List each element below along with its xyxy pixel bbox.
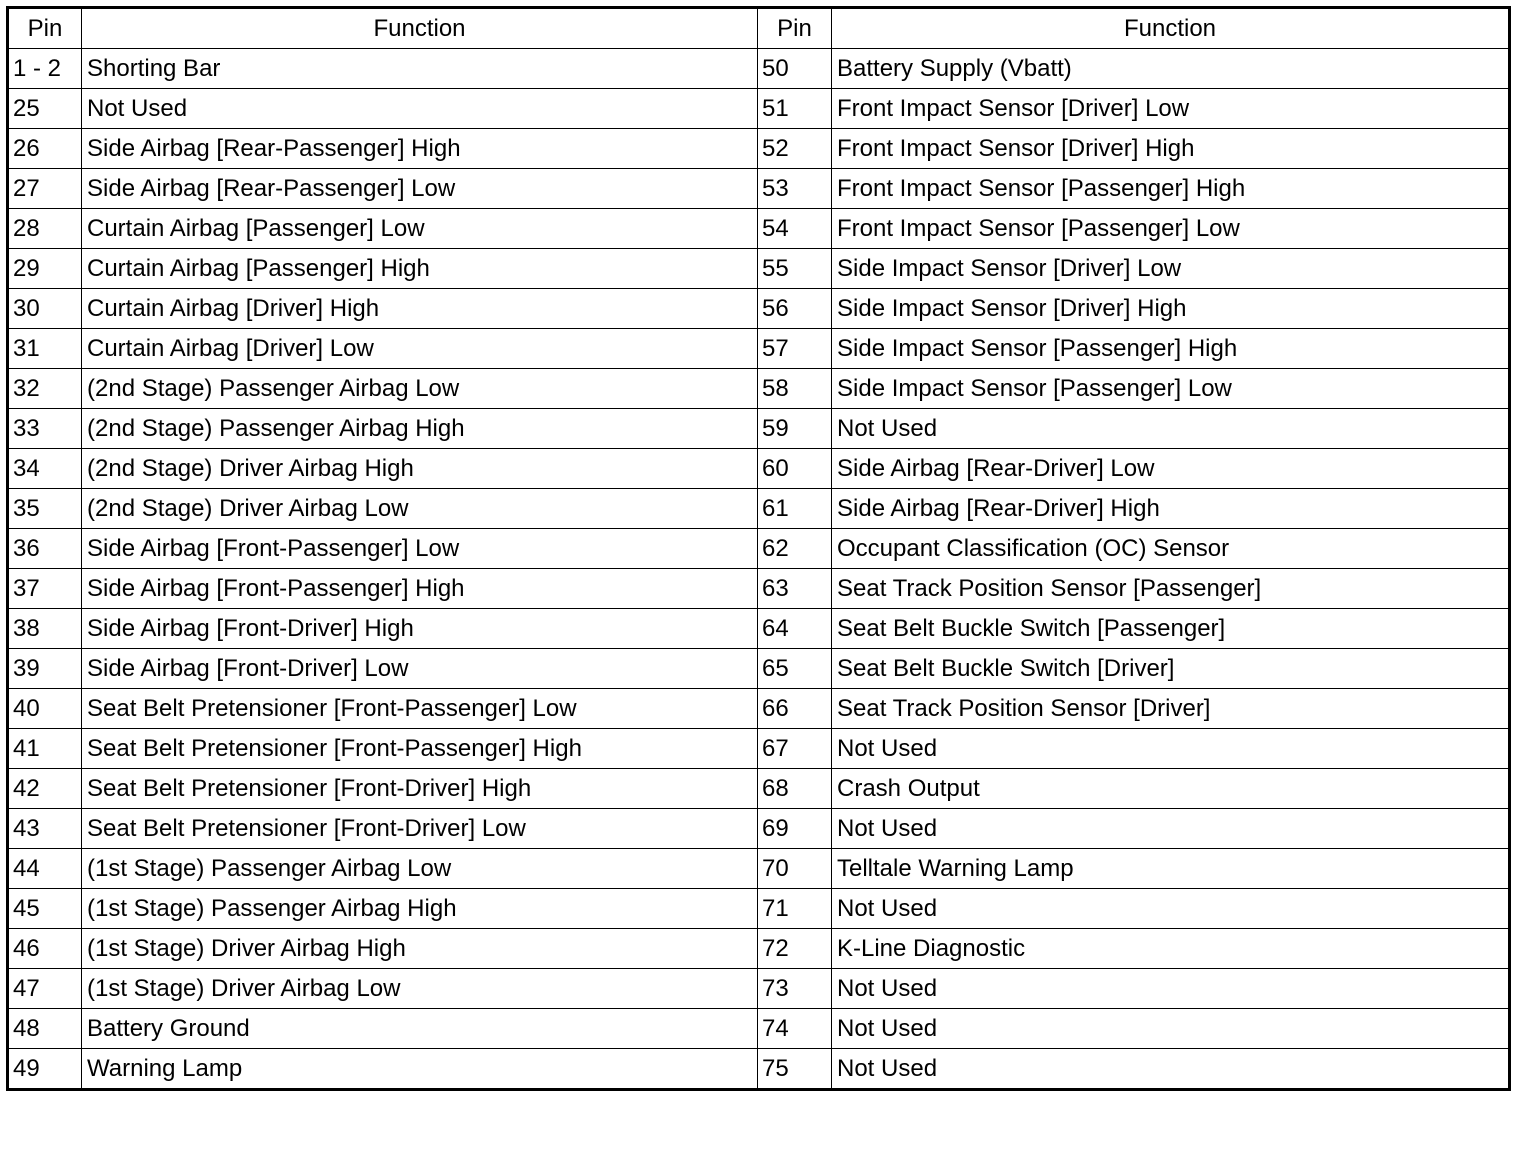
function-right-cell: Side Impact Sensor [Passenger] Low bbox=[832, 369, 1510, 409]
function-right-cell: Seat Belt Buckle Switch [Driver] bbox=[832, 649, 1510, 689]
function-right-cell: Battery Supply (Vbatt) bbox=[832, 49, 1510, 89]
pin-right-cell: 66 bbox=[758, 689, 832, 729]
function-right-cell: Telltale Warning Lamp bbox=[832, 849, 1510, 889]
function-left-cell: Shorting Bar bbox=[82, 49, 758, 89]
function-right-cell: Side Airbag [Rear-Driver] Low bbox=[832, 449, 1510, 489]
function-left-cell: Curtain Airbag [Driver] Low bbox=[82, 329, 758, 369]
pin-right-cell: 50 bbox=[758, 49, 832, 89]
function-left-cell: (2nd Stage) Passenger Airbag Low bbox=[82, 369, 758, 409]
function-left-cell: Side Airbag [Front-Passenger] High bbox=[82, 569, 758, 609]
pin-left-cell: 31 bbox=[8, 329, 82, 369]
function-left-cell: (1st Stage) Driver Airbag High bbox=[82, 929, 758, 969]
pin-right-cell: 75 bbox=[758, 1049, 832, 1090]
function-right-cell: Side Impact Sensor [Passenger] High bbox=[832, 329, 1510, 369]
pin-right-cell: 65 bbox=[758, 649, 832, 689]
function-left-cell: Battery Ground bbox=[82, 1009, 758, 1049]
pin-left-cell: 37 bbox=[8, 569, 82, 609]
function-left-cell: Curtain Airbag [Passenger] High bbox=[82, 249, 758, 289]
function-right-cell: Not Used bbox=[832, 1049, 1510, 1090]
table-row bbox=[8, 209, 1510, 249]
pin-left-cell: 35 bbox=[8, 489, 82, 529]
table-row bbox=[8, 849, 1510, 889]
pin-right-cell: 61 bbox=[758, 489, 832, 529]
table-row bbox=[8, 769, 1510, 809]
table-row bbox=[8, 489, 1510, 529]
function-right-cell: Front Impact Sensor [Passenger] High bbox=[832, 169, 1510, 209]
table-row bbox=[8, 649, 1510, 689]
function-left-cell: (1st Stage) Passenger Airbag High bbox=[82, 889, 758, 929]
pin-left-cell: 30 bbox=[8, 289, 82, 329]
function-left-cell: Side Airbag [Rear-Passenger] High bbox=[82, 129, 758, 169]
table-row bbox=[8, 89, 1510, 129]
header-row bbox=[8, 8, 1510, 49]
function-right-cell: Not Used bbox=[832, 809, 1510, 849]
table-row bbox=[8, 609, 1510, 649]
pin-left-cell: 26 bbox=[8, 129, 82, 169]
pin-left-cell: 1 - 2 bbox=[8, 49, 82, 89]
header-pin-right: Pin bbox=[758, 8, 832, 49]
function-left-cell: (2nd Stage) Driver Airbag High bbox=[82, 449, 758, 489]
table-row bbox=[8, 689, 1510, 729]
table-row bbox=[8, 289, 1510, 329]
pin-left-cell: 27 bbox=[8, 169, 82, 209]
pin-right-cell: 59 bbox=[758, 409, 832, 449]
table-row bbox=[8, 569, 1510, 609]
pin-right-cell: 58 bbox=[758, 369, 832, 409]
function-right-cell: Seat Track Position Sensor [Passenger] bbox=[832, 569, 1510, 609]
function-left-cell: Seat Belt Pretensioner [Front-Driver] High bbox=[82, 769, 758, 809]
function-right-cell: Not Used bbox=[832, 889, 1510, 929]
pin-right-cell: 74 bbox=[758, 1009, 832, 1049]
function-left-cell: (1st Stage) Driver Airbag Low bbox=[82, 969, 758, 1009]
pin-function-table bbox=[6, 6, 1511, 1091]
function-right-cell: Side Impact Sensor [Driver] High bbox=[832, 289, 1510, 329]
pin-left-cell: 28 bbox=[8, 209, 82, 249]
pin-left-cell: 32 bbox=[8, 369, 82, 409]
function-left-cell: Seat Belt Pretensioner [Front-Passenger] High bbox=[82, 729, 758, 769]
pin-right-cell: 55 bbox=[758, 249, 832, 289]
pin-left-cell: 44 bbox=[8, 849, 82, 889]
pin-right-cell: 67 bbox=[758, 729, 832, 769]
function-left-cell: Side Airbag [Front-Driver] High bbox=[82, 609, 758, 649]
pin-right-cell: 68 bbox=[758, 769, 832, 809]
pin-right-cell: 63 bbox=[758, 569, 832, 609]
pin-right-cell: 51 bbox=[758, 89, 832, 129]
function-left-cell: (2nd Stage) Passenger Airbag High bbox=[82, 409, 758, 449]
function-right-cell: Seat Track Position Sensor [Driver] bbox=[832, 689, 1510, 729]
table-row bbox=[8, 809, 1510, 849]
table-row bbox=[8, 249, 1510, 289]
function-left-cell: Curtain Airbag [Passenger] Low bbox=[82, 209, 758, 249]
table-row bbox=[8, 169, 1510, 209]
pin-left-cell: 34 bbox=[8, 449, 82, 489]
table-row bbox=[8, 369, 1510, 409]
function-right-cell: Not Used bbox=[832, 969, 1510, 1009]
function-right-cell: Crash Output bbox=[832, 769, 1510, 809]
pin-left-cell: 47 bbox=[8, 969, 82, 1009]
pin-right-cell: 54 bbox=[758, 209, 832, 249]
function-left-cell: Curtain Airbag [Driver] High bbox=[82, 289, 758, 329]
function-left-cell: (2nd Stage) Driver Airbag Low bbox=[82, 489, 758, 529]
pin-left-cell: 45 bbox=[8, 889, 82, 929]
pin-left-cell: 38 bbox=[8, 609, 82, 649]
pin-left-cell: 49 bbox=[8, 1049, 82, 1090]
pin-right-cell: 72 bbox=[758, 929, 832, 969]
function-right-cell: Front Impact Sensor [Passenger] Low bbox=[832, 209, 1510, 249]
pin-right-cell: 71 bbox=[758, 889, 832, 929]
pin-right-cell: 56 bbox=[758, 289, 832, 329]
function-left-cell: Seat Belt Pretensioner [Front-Driver] Low bbox=[82, 809, 758, 849]
function-right-cell: Occupant Classification (OC) Sensor bbox=[832, 529, 1510, 569]
function-right-cell: Not Used bbox=[832, 409, 1510, 449]
function-left-cell: Seat Belt Pretensioner [Front-Passenger] Low bbox=[82, 689, 758, 729]
function-right-cell: K-Line Diagnostic bbox=[832, 929, 1510, 969]
pin-left-cell: 41 bbox=[8, 729, 82, 769]
function-right-cell: Side Airbag [Rear-Driver] High bbox=[832, 489, 1510, 529]
table-row bbox=[8, 969, 1510, 1009]
pin-right-cell: 53 bbox=[758, 169, 832, 209]
function-left-cell: (1st Stage) Passenger Airbag Low bbox=[82, 849, 758, 889]
pin-left-cell: 25 bbox=[8, 89, 82, 129]
pin-left-cell: 39 bbox=[8, 649, 82, 689]
table-row bbox=[8, 409, 1510, 449]
table-row bbox=[8, 529, 1510, 569]
function-left-cell: Side Airbag [Front-Driver] Low bbox=[82, 649, 758, 689]
pin-left-cell: 33 bbox=[8, 409, 82, 449]
pin-right-cell: 73 bbox=[758, 969, 832, 1009]
header-pin-left: Pin bbox=[8, 8, 82, 49]
pin-right-cell: 62 bbox=[758, 529, 832, 569]
pin-left-cell: 48 bbox=[8, 1009, 82, 1049]
table-row bbox=[8, 729, 1510, 769]
function-right-cell: Not Used bbox=[832, 1009, 1510, 1049]
table-row bbox=[8, 49, 1510, 89]
function-right-cell: Front Impact Sensor [Driver] Low bbox=[832, 89, 1510, 129]
pin-right-cell: 69 bbox=[758, 809, 832, 849]
function-right-cell: Seat Belt Buckle Switch [Passenger] bbox=[832, 609, 1510, 649]
function-left-cell: Not Used bbox=[82, 89, 758, 129]
header-function-left: Function bbox=[82, 8, 758, 49]
pin-left-cell: 40 bbox=[8, 689, 82, 729]
pin-right-cell: 52 bbox=[758, 129, 832, 169]
table-row bbox=[8, 1049, 1510, 1090]
function-right-cell: Side Impact Sensor [Driver] Low bbox=[832, 249, 1510, 289]
header-function-right: Function bbox=[832, 8, 1510, 49]
table-row bbox=[8, 889, 1510, 929]
pin-right-cell: 64 bbox=[758, 609, 832, 649]
function-left-cell: Side Airbag [Front-Passenger] Low bbox=[82, 529, 758, 569]
pin-left-cell: 42 bbox=[8, 769, 82, 809]
table-row bbox=[8, 929, 1510, 969]
pin-left-cell: 46 bbox=[8, 929, 82, 969]
table-row bbox=[8, 329, 1510, 369]
table-row bbox=[8, 449, 1510, 489]
table-row bbox=[8, 129, 1510, 169]
function-right-cell: Not Used bbox=[832, 729, 1510, 769]
pin-left-cell: 36 bbox=[8, 529, 82, 569]
table-row bbox=[8, 1009, 1510, 1049]
pin-right-cell: 60 bbox=[758, 449, 832, 489]
pin-right-cell: 70 bbox=[758, 849, 832, 889]
function-left-cell: Side Airbag [Rear-Passenger] Low bbox=[82, 169, 758, 209]
pin-left-cell: 43 bbox=[8, 809, 82, 849]
pin-left-cell: 29 bbox=[8, 249, 82, 289]
pin-right-cell: 57 bbox=[758, 329, 832, 369]
function-right-cell: Front Impact Sensor [Driver] High bbox=[832, 129, 1510, 169]
function-left-cell: Warning Lamp bbox=[82, 1049, 758, 1090]
